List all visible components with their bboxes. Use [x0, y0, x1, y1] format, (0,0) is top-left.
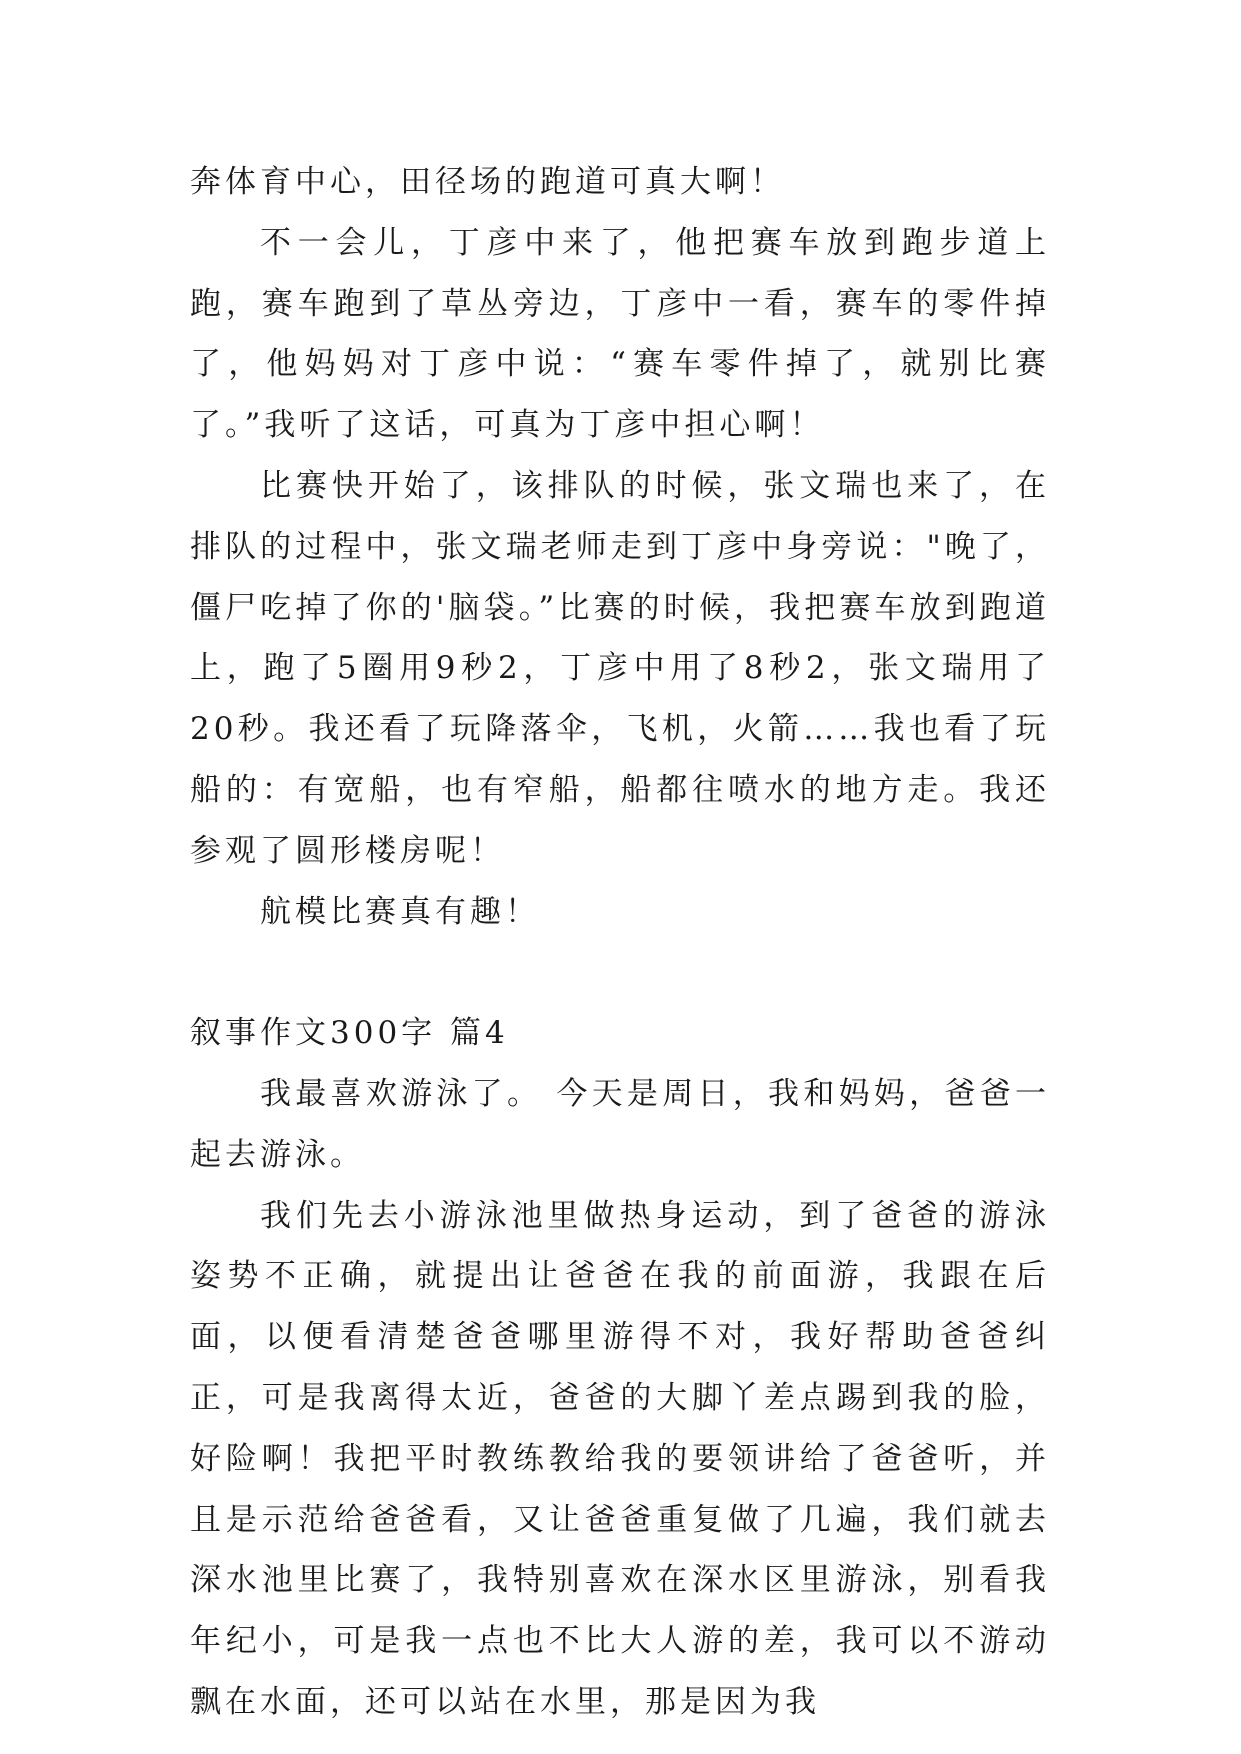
- paragraph: 比赛快开始了，该排队的时候，张文瑞也来了，在排队的过程中，张文瑞老师走到丁彦中身旁说："晚了，僵尸吃掉了你的'脑袋。”比赛的时候，我把赛车放到跑道上，跑了5圈用9秒2，丁彦中用了8秒2，张文瑞用了20秒。我还看了玩降落伞，飞机，火箭……我也看了玩船的：有宽船，也有窄船，船都往喷水的地方走。我还参观了圆形楼房呢！: [190, 467, 1050, 869]
- paragraph: 不一会儿，丁彦中来了，他把赛车放到跑步道上跑，赛车跑到了草丛旁边，丁彦中一看，赛车的零件掉了，他妈妈对丁彦中说：“赛车零件掉了，就别比赛了。”我听了这话，可真为丁彦中担心啊！: [190, 224, 1050, 444]
- paragraph-continuation: 奔体育中心，田径场的跑道可真大啊！: [190, 164, 785, 200]
- paragraph: 我最喜欢游泳了。 今天是周日，我和妈妈，爸爸一起去游泳。: [190, 1075, 1050, 1173]
- paragraph: 航模比赛真有趣！: [260, 893, 540, 930]
- blank-line: [190, 942, 1050, 1003]
- paragraph: 我们先去小游泳池里做热身运动，到了爸爸的游泳姿势不正确，就提出让爸爸在我的前面游，我跟在后面，以便看清楚爸爸哪里游得不对，我好帮助爸爸纠正，可是我离得太近，爸爸的大脚丫差点踢到我的脸，好险啊！我把平时教练教给我的要领讲给了爸爸听，并且是示范给爸爸看，又让爸爸重复做了几遍，我们就去深水池里比赛了，我特别喜欢在深水区里游泳，别看我年纪小，可是我一点也不比大人游的差，我可以不游动飘在水面，还可以站在水里，那是因为我: [190, 1197, 1050, 1720]
- document-body: [190, 152, 1050, 1733]
- section-heading: 叙事作文300字 篇4: [190, 1015, 509, 1052]
